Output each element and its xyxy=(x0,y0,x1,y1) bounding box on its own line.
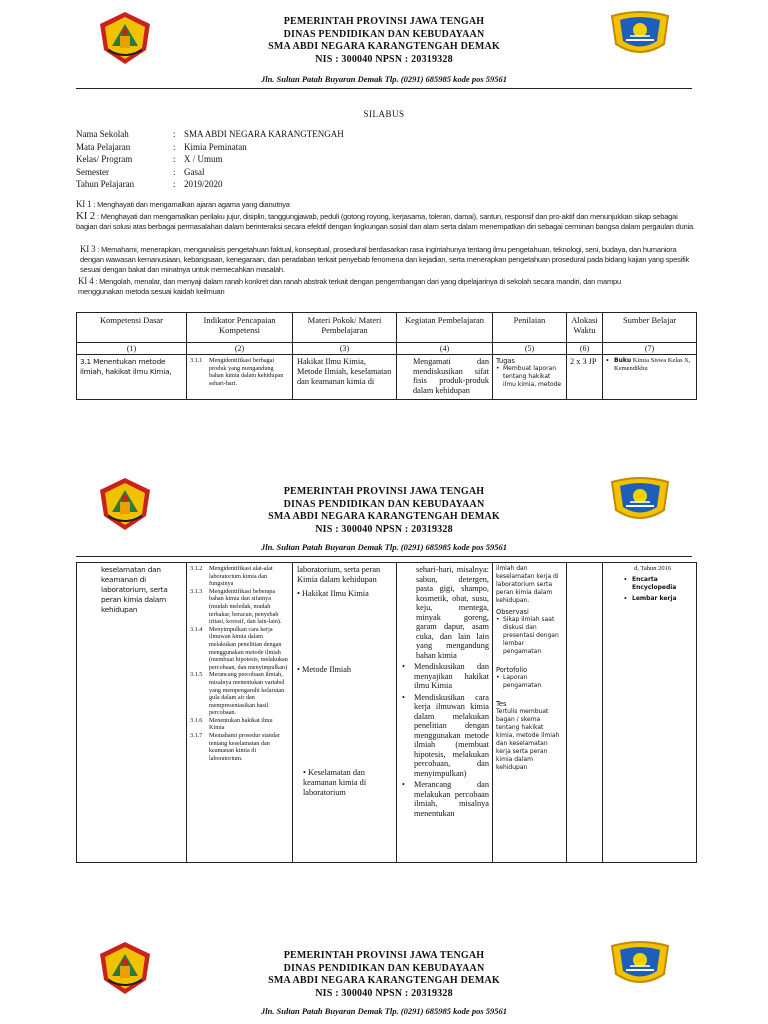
activity-text: Mendiskusikan cara kerja ilmuwan kimia dalam melakukan penelitian dengan menggunakan metode ilmiah (membuat hipotesis, melakukan percobaan, dan menyimpulkan) xyxy=(414,692,489,778)
identity-colon: : xyxy=(173,154,176,164)
ki-code: KI 1 xyxy=(76,199,92,209)
identity-row xyxy=(76,178,344,191)
page-3 xyxy=(0,906,768,1024)
source-bold: Buku xyxy=(614,357,632,364)
table-row xyxy=(77,355,697,400)
ki-text: : Menghayati dan mengamalkan ajaran agama yang dianutnya xyxy=(91,200,290,209)
letterhead-rule xyxy=(76,88,692,89)
identity-label: Tahun Pelajaran xyxy=(76,179,135,189)
bullet-icon: • xyxy=(402,780,405,789)
ki-code: KI 2 xyxy=(76,210,96,222)
source-cell xyxy=(603,355,697,400)
assessment-cell xyxy=(493,355,567,400)
indicator-item xyxy=(190,671,289,717)
page-gap xyxy=(0,402,768,466)
source-text: Kimia Siswa Kelas X, Kemendikbu xyxy=(614,357,691,372)
identity-block xyxy=(76,128,344,191)
letterhead xyxy=(0,0,768,100)
assessment-heading: Portofolio xyxy=(496,666,528,674)
identity-value: SMA ABDI NEGARA KARANGTENGAH xyxy=(184,129,344,139)
indicator-cell xyxy=(187,355,293,400)
column-header: Kompetensi Dasar xyxy=(77,313,187,343)
assessment-item xyxy=(496,674,563,690)
column-number: (4) xyxy=(397,343,493,355)
column-number: (7) xyxy=(603,343,697,355)
activity-lead: sehari-hari, misalnya: sabun, detergen, pasta gigi, shampo, kosmetik, obat, susu, keju, mentega, minyak goreng, garam dapur, asam cuka, dan lain lain yang mengandung bahan kimia xyxy=(416,565,489,660)
identity-label: Nama Sekolah xyxy=(76,129,129,139)
bullet-icon: • xyxy=(606,356,609,365)
indicator-text: Mengidentifikasi beberapa bahan kimia dan sifatnya (mudah meledak, mudah terbakar, beracun, penyebab iritasi, korosif, dan lain-lain). xyxy=(209,587,282,626)
table-row xyxy=(77,563,697,863)
indicator-number: 3.1.6 xyxy=(190,716,203,724)
indicator-text: Mengidentifikasi alat-alat laboratorium kimia dan fungsinya xyxy=(209,565,273,588)
identity-label: Semester xyxy=(76,166,109,177)
table-header-row xyxy=(77,313,697,343)
syllabus-table-continued xyxy=(76,562,697,863)
assessment-item xyxy=(496,365,563,389)
column-header: Kegiatan Pembelajaran xyxy=(397,313,493,343)
material-cell xyxy=(293,563,397,863)
bullet-icon: • xyxy=(624,594,627,603)
core-competency-2 xyxy=(76,211,696,232)
bullet-icon: • xyxy=(496,616,500,623)
bullet-icon: • xyxy=(624,575,627,584)
source-text: Encarta Encyclopedia xyxy=(632,576,677,591)
material-item: • Metode Ilmiah xyxy=(297,665,352,674)
letterhead-line: PEMERINTAH PROVINSI JAWA TENGAH xyxy=(283,16,485,27)
identity-colon: : xyxy=(173,179,176,189)
letterhead-address: Jln. Sultan Patah Buyaran Demak Tlp. (0291) 685985 kode pos 59561 xyxy=(260,542,508,552)
material-item: • Hakikat Ilmu Kimia xyxy=(297,589,369,598)
column-header: Materi Pokok/ Materi Pembelajaran xyxy=(293,313,397,343)
basic-competency-cell: keselamatan dan keamanan di laboratorium, serta peran kimia dalam kehidupan xyxy=(77,563,187,863)
source-item xyxy=(606,595,693,603)
letterhead-text xyxy=(0,950,768,1000)
assessment-heading: Observasi xyxy=(496,608,529,616)
assessment-text: Sikap ilmiah saat diskusi dan presentasi dengan lembar pengamatan xyxy=(503,616,559,655)
identity-row xyxy=(76,153,344,166)
assessment-heading: Tes xyxy=(496,700,507,708)
column-number-row xyxy=(77,343,697,355)
column-header: Sumber Belajar xyxy=(603,313,697,343)
indicator-text: Menentukan hakikat ilmu Kimia xyxy=(209,716,273,732)
letterhead-line: SMA ABDI NEGARA KARANGTENGAH DEMAK xyxy=(268,41,500,52)
column-number: (6) xyxy=(567,343,603,355)
identity-colon: : xyxy=(173,166,176,177)
letterhead-line: NIS : 300040 NPSN : 20319328 xyxy=(315,523,453,535)
activity-text: Merancang dan melakukan percobaan ilmiah, misalnya menentukan xyxy=(414,780,489,818)
indicator-number: 3.1.5 xyxy=(190,671,203,679)
indicator-number: 3.1.1 xyxy=(190,357,203,364)
column-number: (1) xyxy=(77,343,187,355)
indicator-cell xyxy=(187,563,293,863)
letterhead-address: Jln. Sultan Patah Buyaran Demak Tlp. (0291) 685985 kode pos 59561 xyxy=(260,74,508,84)
assessment-text: Membuat laporan tentang hakikat ilmu kimia, metode xyxy=(503,365,562,388)
indicator-item xyxy=(190,717,289,732)
letterhead-line: PEMERINTAH PROVINSI JAWA TENGAH xyxy=(283,486,485,497)
identity-label: Mata Pelajaran xyxy=(76,141,131,152)
identity-row xyxy=(76,166,344,179)
activity-item xyxy=(400,693,489,779)
identity-value: 2019/2020 xyxy=(184,179,223,189)
activity-text: Mendiskusikan dan menyajikan hakikat ilmu Kimia xyxy=(414,662,489,690)
identity-value: X / Umum xyxy=(184,154,223,164)
letterhead-rule xyxy=(76,556,692,557)
activity-item xyxy=(400,662,489,691)
indicator-number: 3.1.7 xyxy=(190,732,203,740)
column-number: (3) xyxy=(293,343,397,355)
bullet-icon: • xyxy=(402,692,405,702)
material-cell: Hakikat Ilmu Kimia, Metode Ilmiah, keselamatan dan keamanan kimia di xyxy=(293,355,397,400)
letterhead-line: SMA ABDI NEGARA KARANGTENGAH DEMAK xyxy=(268,975,500,986)
material-heading: laboratorium, serta peran Kimia dalam kehidupan xyxy=(297,565,381,584)
material-item: • Keselamatan dan keamanan kimia di laboratorium xyxy=(303,768,367,797)
identity-colon: : xyxy=(173,141,176,152)
syllabus-table xyxy=(76,312,697,400)
activity-cell: Mengamati dan mendiskusikan sifat fisis produk-produk dalam kehidupan xyxy=(397,355,493,400)
source-text: Lembar kerja xyxy=(632,595,677,602)
indicator-text: Mengidentifikasi berbagai produk yang mengandung bahan kimia dalam kehidupan sehari-hari. xyxy=(209,357,284,387)
ki-text: : Mengolah, menalar, dan menyaji dalam ranah konkret dan ranah abstrak terkait dengan pengembangan dari yang dipelajarinya di sekolah secara mandiri, dan mampu menggunakan metoda sesuai kaidah keilmuan xyxy=(78,277,621,296)
letterhead-line: DINAS PENDIDIKAN DAN KEBUDAYAAN xyxy=(283,498,485,510)
activity-item xyxy=(400,780,489,818)
letterhead-text xyxy=(0,16,768,66)
assessment-heading: Tugas xyxy=(496,357,515,365)
identity-label: Kelas/ Program xyxy=(76,154,133,164)
letterhead-line: NIS : 300040 NPSN : 20319328 xyxy=(315,53,453,65)
assessment-text: Laporan pengamatan xyxy=(503,674,542,689)
indicator-text: Memahami prosedur standar tentang keselamatan dan keamanan kimia di laboratorium. xyxy=(209,732,280,762)
letterhead xyxy=(0,906,768,1016)
source-item xyxy=(606,576,693,592)
identity-value: Kimia Peminatan xyxy=(184,141,247,152)
indicator-text: Merancang percobaan ilmiah, misalnya menentukan variabel yang mempengaruhi kelarutan gula dalam air dan mempresentasikan hasil percobaan. xyxy=(209,671,285,717)
letterhead-line: NIS : 300040 NPSN : 20319328 xyxy=(315,987,453,999)
column-number: (2) xyxy=(187,343,293,355)
indicator-item xyxy=(190,626,289,672)
ki-code: KI 4 xyxy=(78,276,94,286)
page-2 xyxy=(0,466,768,906)
assessment-lead: ilmiah dan keselamatan kerja di laboratorium serta peran kimia dalam kehidupan. xyxy=(496,565,559,604)
column-header: Alokasi Waktu xyxy=(567,313,603,343)
document-title: SILABUS xyxy=(363,109,405,119)
core-competency-3 xyxy=(80,244,696,275)
source-lead: d, Tahun 2016 xyxy=(634,565,672,572)
indicator-item xyxy=(190,588,289,626)
bullet-icon: • xyxy=(402,662,405,671)
time-allocation-cell: 2 x 3 JP xyxy=(567,355,603,400)
letterhead xyxy=(0,466,768,566)
source-cell xyxy=(603,563,697,863)
source-item xyxy=(606,357,693,373)
assessment-item xyxy=(496,616,563,656)
ki-code: KI 3 xyxy=(80,244,96,254)
indicator-item xyxy=(190,732,289,762)
column-number: (5) xyxy=(493,343,567,355)
core-competency-4 xyxy=(78,276,638,297)
letterhead-line: DINAS PENDIDIKAN DAN KEBUDAYAAN xyxy=(283,962,485,974)
indicator-item xyxy=(190,565,289,588)
letterhead-text xyxy=(0,486,768,536)
time-allocation-cell xyxy=(567,563,603,863)
column-header: Penilaian xyxy=(493,313,567,343)
indicator-number: 3.1.2 xyxy=(190,565,203,572)
identity-row xyxy=(76,128,344,141)
letterhead-line: PEMERINTAH PROVINSI JAWA TENGAH xyxy=(283,950,485,961)
letterhead-address: Jln. Sultan Patah Buyaran Demak Tlp. (0291) 685985 kode pos 59561 xyxy=(260,1006,508,1016)
bullet-icon: • xyxy=(496,674,500,681)
identity-row xyxy=(76,141,344,154)
activity-cell xyxy=(397,563,493,863)
column-header: Indikator Pencapaian Kompetensi xyxy=(187,313,293,343)
assessment-cell xyxy=(493,563,567,863)
indicator-number: 3.1.3 xyxy=(190,587,203,595)
indicator-item xyxy=(190,357,289,387)
ki-text: : Menghayati dan mengamalkan perilaku jujur, disiplin, tanggungjawab, peduli (gotong royong, kerjasama, toleran, damai), santun, responsif dan pro-aktif dan menunjukkan sikap sebagai bagian dari solusi atas berbagai permasalahan dalam berinteraksi secara efektif dengan lingkungan sosial dan alam serta dalam menempatkan diri sebagai cerminan bangsa dalam pergaulan dunia. xyxy=(76,212,695,231)
assessment-text: Tertulis membuat bagan / skema tentang hakikat kimia, metode ilmiah dan keselamatan kerja serta peran kimia dalam kehidupan xyxy=(496,708,560,771)
basic-competency-cell: 3.1 Menentukan metode ilmiah, hakikat ilmu Kimia, xyxy=(77,355,187,400)
indicator-text: Menyimpulkan cara kerja ilmuwan kimia dalam melakukan penelitian dengan menggunakan metode ilmiah (membuat hipotesis, melakukan percobaan, dan menyimpulkan) xyxy=(209,625,288,671)
page-1 xyxy=(0,0,768,402)
core-competency-1 xyxy=(76,199,696,210)
identity-value: Gasal xyxy=(184,166,205,177)
bullet-icon: • xyxy=(496,365,500,372)
identity-colon: : xyxy=(173,129,176,139)
ki-text: : Memahami, menerapkan, menganalisis pengetahuan faktual, konseptual, prosedural berdasarkan rasa ingintahunya tentang ilmu pengetahuan, teknologi, seni, budaya, dan humaniora dengan wawasan kemanusiaan, kebangsaan, kenegaraan, dan peradaban terkait penyebab fenomena dan kejadian, serta menerapkan pengetahuan prosedural pada bidang kajian yang spesifik sesuai dengan bakat dan minatnya untuk memecahkan masalah. xyxy=(80,245,690,274)
indicator-number: 3.1.4 xyxy=(190,625,203,633)
letterhead-line: DINAS PENDIDIKAN DAN KEBUDAYAAN xyxy=(283,28,485,40)
letterhead-line: SMA ABDI NEGARA KARANGTENGAH DEMAK xyxy=(268,511,500,522)
